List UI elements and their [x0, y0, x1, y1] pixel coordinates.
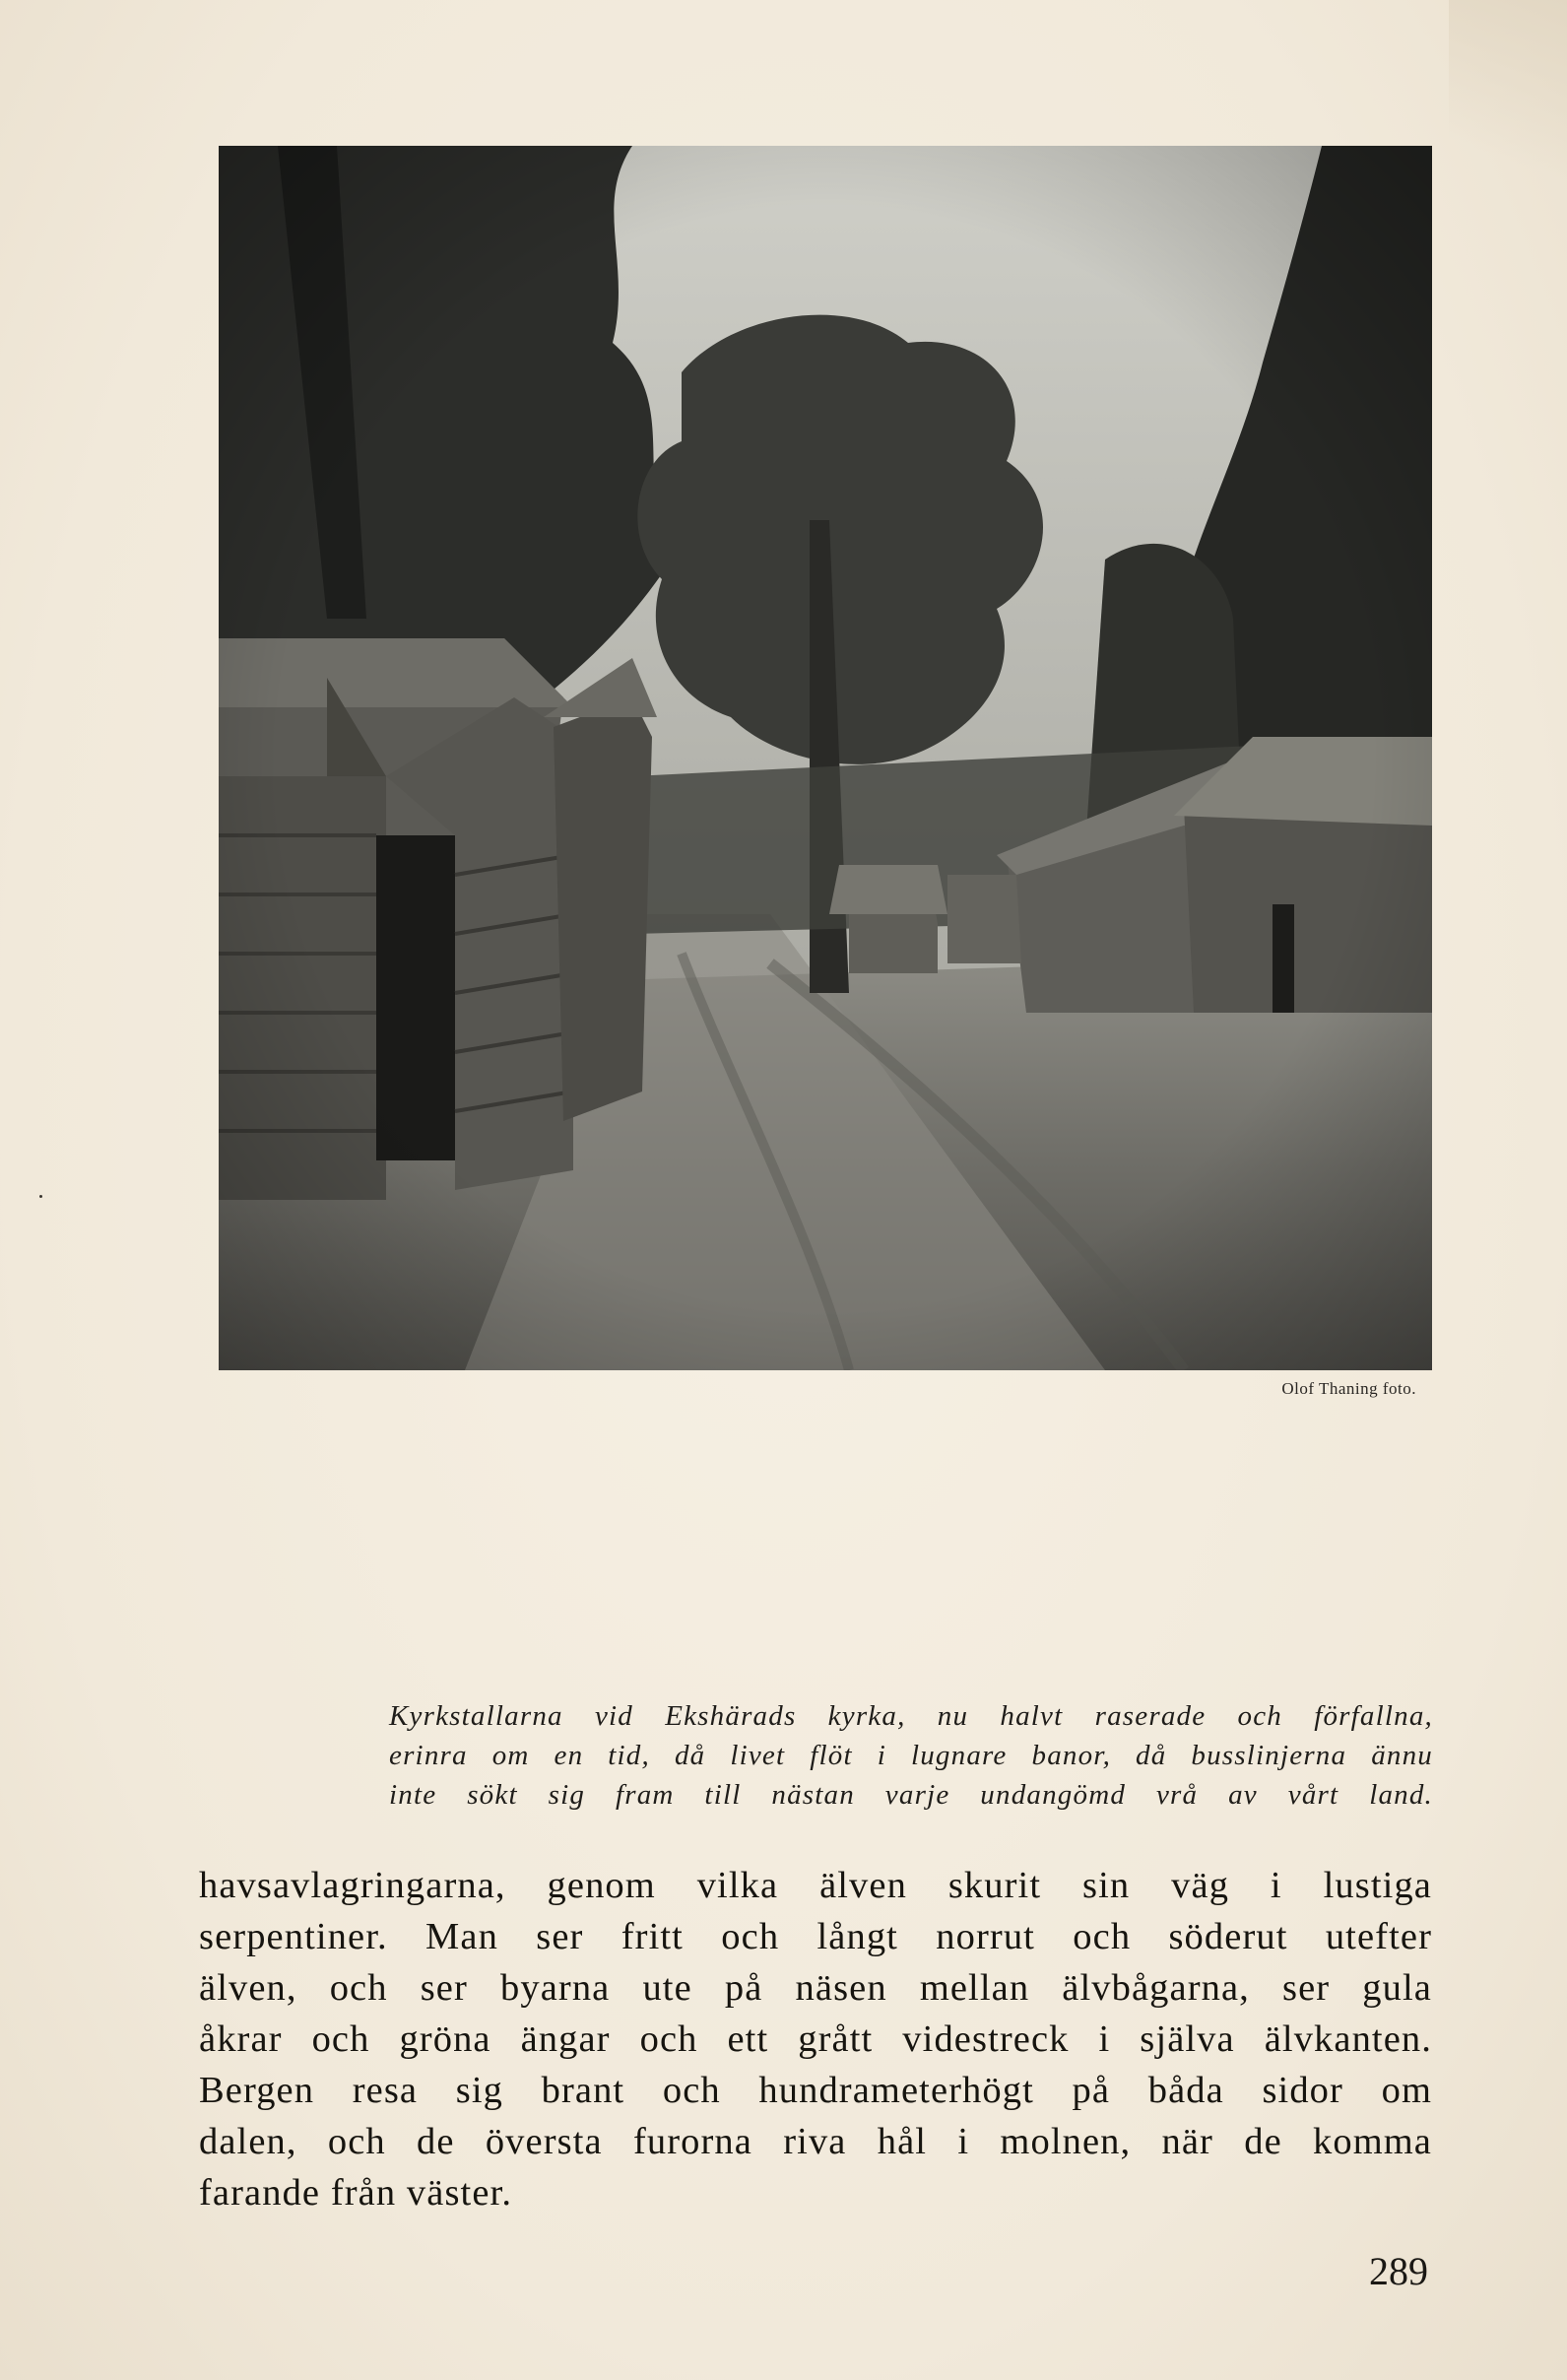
body-line: serpentiner. Man ser fritt och långt norrut och söderut utefter	[199, 1916, 1432, 1957]
body-line: farande från väster.	[199, 2172, 513, 2214]
print-speck	[39, 1195, 42, 1198]
caption-line: inte sökt sig fram till nästan varje undangömd vrå av vårt land.	[389, 1779, 1433, 1811]
page-number: 289	[1369, 2249, 1428, 2293]
page-corner-shadow	[1449, 0, 1567, 217]
photo-credit: Olof Thaning foto.	[1281, 1379, 1416, 1398]
caption-line: erinra om en tid, då livet flöt i lugnare banor, då busslinjerna ännu	[389, 1740, 1433, 1771]
caption-line: Kyrkstallarna vid Ekshärads kyrka, nu halvt raserade och förfallna,	[389, 1700, 1433, 1732]
body-line: älven, och ser byarna ute på näsen mellan älvbågarna, ser gula	[199, 1967, 1432, 2009]
photograph-church-stables	[219, 146, 1432, 1370]
body-paragraph	[199, 1860, 1432, 2218]
body-line: dalen, och de översta furorna riva hål i molnen, när de komma	[199, 2121, 1432, 2162]
body-line: Bergen resa sig brant och hundrameterhögt på båda sidor om	[199, 2070, 1432, 2111]
body-line: havsavlagringarna, genom vilka älven skurit sin väg i lustiga	[199, 1865, 1432, 1906]
body-line: åkrar och gröna ängar och ett grått videstreck i själva älvkanten.	[199, 2018, 1432, 2060]
photo-caption	[389, 1696, 1433, 1815]
